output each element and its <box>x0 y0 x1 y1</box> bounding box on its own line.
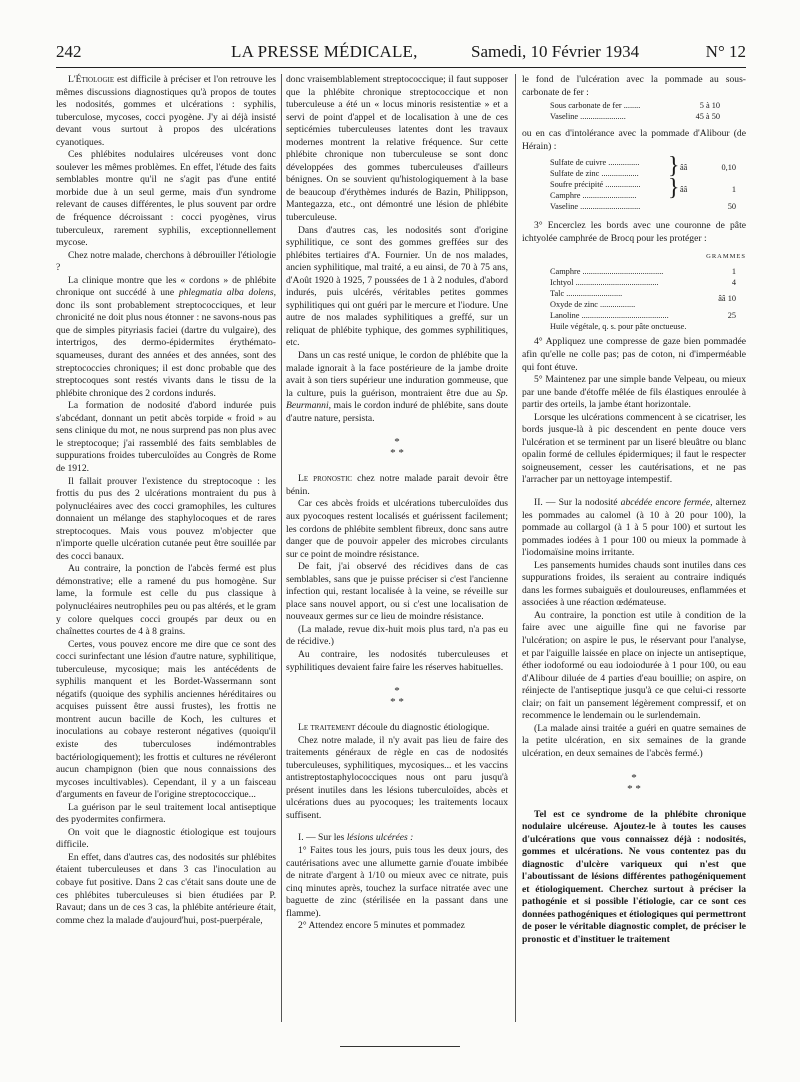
paragraph: 3° Encerclez les bords avec une couronne de pâte ichtyolée camphrée de Brocq pour les protéger : <box>522 220 746 244</box>
paragraph <box>56 275 276 400</box>
italic-term: abcédée encore fermée, <box>620 497 713 509</box>
paragraph: En effet, dans d'autres cas, des nodosités sur phlébites étaient tuberculeuses et dans 3 cas l'inoculation au cobaye fut positive. Dans 2 cas c'était sans doute une de ces phlébites tuberculeuses si bien étudiées par P. Ravaut; dans un de ces 3 cas, la phlébite antérieure était, comme chez la malade d'aujourd'hui, post-puerpérale, <box>56 851 276 926</box>
paragraph-text: mais le cordon induré de phlébite, sans doute d'autre nature, persista. <box>286 400 508 424</box>
dose: 4 <box>731 277 736 287</box>
paragraph <box>286 473 508 498</box>
dose: 1 <box>731 185 736 195</box>
dose-marker: ââ <box>680 185 688 195</box>
footer-rule <box>340 1046 460 1047</box>
paragraph <box>286 722 508 735</box>
section-separator: * * * <box>390 436 404 460</box>
italic-term: Sp. Beurmanni, <box>286 387 508 412</box>
paragraph <box>522 497 746 560</box>
paragraph: (La malade, revue dix-huit mois plus tard, n'a pas eu de récidive.) <box>286 623 508 648</box>
ingredient: Sulfate de cuivre ............... <box>550 158 640 168</box>
prescription-row <box>550 168 736 179</box>
prescription-row <box>550 278 736 289</box>
prescription-row <box>550 300 736 311</box>
column-3 <box>522 74 746 947</box>
section-lead: Le traitement <box>298 722 356 734</box>
ingredient: Camphre .......................... <box>550 191 637 201</box>
paragraph-text: est difficile à préciser et l'on retrouve les mêmes discussions diagnostiques qu'à propos de toutes les nodosités, gommes et ulcérations : syphilis, tuberculose, mycoses, cocci pyogène. J'y ai déjà insisté devant vous surtout à propos des ulcérations cyanotiques. <box>56 74 276 148</box>
ingredient: Soufre précipité ................. <box>550 180 641 190</box>
prescription-table <box>550 267 736 332</box>
brace-glyph: } <box>668 153 680 180</box>
paragraph: donc vraisemblablement streptococcique; il faut supposer que la phlébite chronique streptococcique et non tuberculeuse a été un « locus minoris resistentiæ » et a servi de point d'appel et de localisation à une de ces septicémies tuberculeuses latentes dont les travaux modernes montrent la relative fréquence. Sur cette phlébite chronique non tuberculeuse se sont donc développées des gommes tuberculeuses d'ailleurs bénignes. On se souvient qu'histologiquement à la base de beaucoup d'érythèmes indurés de Bazin, Philippson, Mantegazza, etc., ont démontré une lésion de phlébite tuberculeuse. <box>286 74 508 224</box>
prescription-row <box>550 201 736 212</box>
paragraph-text: La clinique montre que les « cordons » de phlébite chronique ont succédé à une <box>56 274 276 299</box>
paragraph: Les pansements humides chauds sont inutiles dans ces suppurations froides, ils seraient au contraire indiqués dans les formes subaiguës et douloureuses, enflammées et associées à une réaction œdémateuse. <box>522 559 746 609</box>
ingredient: Sulfate de zinc .................. <box>550 169 639 179</box>
brace-glyph: } <box>668 175 680 202</box>
page-number: 242 <box>56 42 82 61</box>
prescription-row <box>550 190 736 201</box>
prescription-table <box>550 101 720 122</box>
section-lead: Le pronostic <box>298 473 353 485</box>
ingredient: Vaseline ...................... <box>550 111 626 121</box>
section-separator: * * * <box>627 771 641 795</box>
ingredient: Lanoline .......................................... <box>550 310 669 320</box>
paragraph: Au contraire, les nodosités tuberculeuses et syphilitiques devaient faire faire les réserves habituelles. <box>286 648 508 673</box>
section-lead: L'Étiologie <box>68 74 115 85</box>
paragraph-text: découle du diagnostic étiologique. <box>355 722 490 734</box>
prescription-row <box>550 267 736 278</box>
prescription-table <box>550 153 736 212</box>
italic-term: lésions ulcérées : <box>346 832 414 844</box>
paragraph-text: Dans un cas resté unique, le cordon de phlébite que la malade ignorait à la face postérieure de la jambe droite avait à son tiers supérieur une induration gommeuse, que la culture, puis la guérison, montraient être due au <box>286 350 508 399</box>
paragraph <box>286 832 508 845</box>
prescription-row <box>550 179 736 195</box>
paragraph-text: I. — Sur les <box>298 832 347 844</box>
paragraph: Dans d'autres cas, les nodosités sont d'origine syphilitique, ce sont des gommes greffées sur des phlébites tertiaires d'A. Fournier. Un de nos malades, ancien syphilitique, mal traité, a eu ainsi, de 70 à 75 ans, d'Août 1920 à 1925, 7 poussées de 1 à 2 nodules, d'abord indurés, puis ulcérés, véritables petites gommes syphilitiques qui ont guéri par le mercure et l'iodure. Une autre de nos malades syphilitiques a greffé, sur un reliquat de phlébite typhique, des gommes syphilitiques, etc. <box>286 224 508 349</box>
paragraph: On voit que le diagnostic étiologique est toujours difficile. <box>56 826 276 851</box>
paragraph: 2° Attendez encore 5 minutes et pommadez <box>298 920 465 932</box>
paragraph: le fond de l'ulcération avec la pommade au sous-carbonate de fer : <box>522 74 746 98</box>
dose: 50 <box>727 202 736 212</box>
paragraph: 4° Appliquez une compresse de gaze bien pommadée afin qu'elle ne colle pas; pas de coton, ni d'imperméable qui font étuve. <box>522 336 746 373</box>
issue-number: N° 12 <box>705 42 746 61</box>
paragraph: Certes, vous pouvez encore me dire que ce sont des cocci surinfectant une lésion d'autre nature, syphilitique, tuberculeuse, mycosique; mais les antécédents de syphilis manquent et les Bordet-Wassermann sont négatifs (quoique des syphilis anciennes héréditaires ou acquises puissent être aussi frustes), les frottis ne montrent aucun bacille de Koch, les cultures et inoculations au cobaye resteront négatives (quoiqu'il existe des tuberculoses indémontrables bactériologiquement); les frottis et cultures ne révéleront aucun champignon (bien que nous connaissions des mycoses incultivables). Cependant, il y a un faisceau d'arguments en faveur de l'origine streptococcique... <box>56 638 276 801</box>
column-1 <box>56 74 276 927</box>
paragraph: Lorsque les ulcérations commencent à se cicatriser, les bords jusque-là à pic descendent en pente douce vers l'ulcération et se terminent par un liseré bleuâtre ou blanc opalin formé de cellules épidermiques; il faut le respecter soigneusement, cesser les cautérisations, et ne pas l'arracher par un nettoyage intempestif. <box>522 411 746 486</box>
column-rule <box>515 74 516 1022</box>
paragraph: (La malade ainsi traitée a guéri en quatre semaines de la petite ulcération, en six semaines de la grande ulcération, en deux semaines de l'abcès fermé.) <box>522 722 746 759</box>
journal-title: LA PRESSE MÉDICALE, <box>231 42 418 61</box>
paragraph: Chez notre malade, cherchons à débrouiller l'étiologie ? <box>56 249 276 274</box>
dose-marker: ââ <box>680 163 688 173</box>
paragraph: ou en cas d'intolérance avec la pommade d'Alibour (de Hérain) : <box>522 128 746 152</box>
issue-date: Samedi, 10 Février 1934 <box>471 42 640 61</box>
ingredient: Huile végétale, q. s. pour pâte onctueuse. <box>550 321 687 331</box>
paragraph <box>286 350 508 425</box>
dose: ââ 10 <box>718 294 736 304</box>
ingredient: Oxyde de zinc ................. <box>550 299 636 309</box>
section-separator: * * * <box>390 685 404 709</box>
paragraph: Ces phlébites nodulaires ulcéreuses vont donc soulever les mêmes problèmes. En effet, l'étude des faits semblables montre qu'il ne s'agit pas d'une entité morbide due à un seul germe, mais d'un syndrome relevant de causes différentes, le plus souvent par ordre de fréquence décroissant : cocci pyogènes, virus tuberculeux, rarement syphilis, exceptionnellement mycose. <box>56 149 276 249</box>
paragraph: Chez notre malade, il n'y avait pas lieu de faire des traitements généraux de règle en cas de nodosités tuberculeuses, syphilitiques, mycosiques... et les vaccins antistreptostaphylococciques nous ont paru jusqu'à présent inutiles dans les lésions tuberculoïdes, abcès et ulcérations dues au pyocoques; les traitements locaux suffisent. <box>286 734 508 821</box>
paragraph: La formation de nodosité d'abord indurée puis s'abcédant, donnant un petit abcès torpide « froid » au sens clinique du mot, ne nous surprend pas non plus avec le streptocoque; j'ai rassemblé des faits semblables de suppurations froides tuberculoïdes au Congrès de Rome de 1912. <box>56 400 276 474</box>
dose: 1 <box>731 267 736 277</box>
paragraph: 1° Faites tous les jours, puis tous les deux jours, des cautérisations avec une allumette garnie d'ouate imbibée de nitrate d'argent à 1/10 ou mieux avec ce nitrate, puis cinq minutes après, touchez la surface nitratée avec une baguette de zinc (stérilisée en la passant dans une flamme). <box>286 844 508 919</box>
dose: 45 à 50 <box>695 111 720 121</box>
paragraph-text: II. — Sur la nodosité <box>534 497 621 509</box>
dose: 5 à 10 <box>699 101 720 111</box>
ingredient: Vaseline ............................. <box>550 202 641 212</box>
paragraph <box>56 74 276 149</box>
prescription-row <box>550 112 720 123</box>
ingredient: Ichtyol ........................................ <box>550 277 659 287</box>
dose: 25 <box>727 310 736 320</box>
ingredient: Talc ........................... <box>550 288 623 298</box>
dose: 0,10 <box>721 163 736 173</box>
paragraph: Au contraire, la ponction est utile à condition de la faire avec une aiguille fine qui ne favorise par l'ulcération; on aspire le pus, le réservant pour l'analyse, et par l'aiguille laissée en place on injecte un antiseptique, éther iodoformé ou eau iodoiodurée à 1 pour 100, ou eau d'Alibour diluée de 4 parties d'eau bouillie; on aspire, on réinjecte de l'antiseptique jusqu'à ce que celui-ci ressorte clair; on fait un pansement légèrement compressif, et on recommence le lendemain ou le surlendemain. <box>522 609 746 722</box>
paragraph: 5° Maintenez par une simple bande Velpeau, ou mieux par une bande d'étoffe mêlée de fils élastiques enroulée à partir des orteils, la jambe étant horizontale. <box>522 374 746 411</box>
column-2 <box>286 74 508 933</box>
ingredient: Sous carbonate de fer ........ <box>550 101 641 111</box>
paragraph-text: donc ils sont probablement streptococciques, et leur chronicité ne doit plus nous étonner : ne savons-nous pas que de simples pityriasis faciei (dartre du vulgaire), des intertrigos, des dermo-épidermites érythémato-squameuses, durant des années et des années, sont des streptococcies chroniques; il est donc probable que des streptocoques sont restés vivants dans le tissu de la phlébite chronique des 2 cordons indurés. <box>56 299 276 399</box>
prescription-row <box>550 101 720 112</box>
paragraph: Au contraire, la ponction de l'abcès fermé est plus démonstrative; elle a ramené du pus homogène. Sur lame, la formule est celle du pus classique à polynucléaires neutrophiles peu ou pas altérés, et le gram y colore quelques cocci groupés par deux ou en chaînettes courtes de 4 à 8 grains. <box>56 563 276 638</box>
column-rule <box>281 74 282 1022</box>
prescription-row <box>550 322 736 333</box>
unit-header: GRAMMES <box>706 253 746 261</box>
prescription-row <box>550 311 736 322</box>
running-header <box>56 40 746 68</box>
conclusion-paragraph: Tel est ce syndrome de la phlébite chronique nodulaire ulcéreuse. Ajoutez-le à toutes les causes d'ulcérations que vous connaissez déjà : nodosités, gommes et ulcérations. Ne vous contentez pas du diagnostic d'ulcère variqueux qui n'est que l'aboutissant de lésions différentes pathogéniquement et étiologiquement. Cherchez surtout à préciser la pathogénie et si possible l'étiologie, car ce sont ces données pathogéniques et étiologiques qui permettront de poser le véritable diagnostic complet, de préciser le pronostic et d'instituer le traitement <box>522 808 746 945</box>
paragraph-text: chez notre malade parait devoir être bénin. <box>286 473 508 497</box>
ingredient: Camphre ....................................... <box>550 267 664 277</box>
prescription-row <box>550 157 736 173</box>
paragraph: Car ces abcès froids et ulcérations tuberculoïdes dus aux pyocoques restent localisés et guérissent facilement; les cordons de phlébite semblent fibreux, donc sans autre danger que de pouvoir appeler des microbes circulants sur ce point de moindre résistance. <box>286 498 508 560</box>
paragraph: De fait, j'ai observé des récidives dans de cas semblables, sans que je puisse préciser si c'est l'ancienne infection qui, restant localisée à la veine, se réveille sur place sans nouvel apport, ou si c'est une localisation de nouveaux germes sur ce lieu de moindre résistance. <box>286 561 508 623</box>
paragraph: Il fallait prouver l'existence du streptocoque : les frottis du pus des 2 ulcérations montraient du pus à polynucléaires avec des cocci gramophiles, les cultures donnaient un mélange des staphylocoques et de rares streptocoques. Mais vous pouvez m'objecter que n'importe quelle ulcération cutanée peut être souillée par des cocci banaux. <box>56 475 276 562</box>
italic-term: phlegmatia alba dolens, <box>178 287 276 299</box>
paragraph-text: alternez les pommades au calomel (à 10 à 20 pour 100), la pommade au collargol (à 1 à 5 pour 100) et surtout les pommades iodées à 1 pour 100 ou mieux la pommade à l'iodomaïsine moins irritante. <box>522 497 746 559</box>
paragraph: La guérison par le seul traitement local antiseptique des pyodermites confirmera. <box>56 801 276 826</box>
